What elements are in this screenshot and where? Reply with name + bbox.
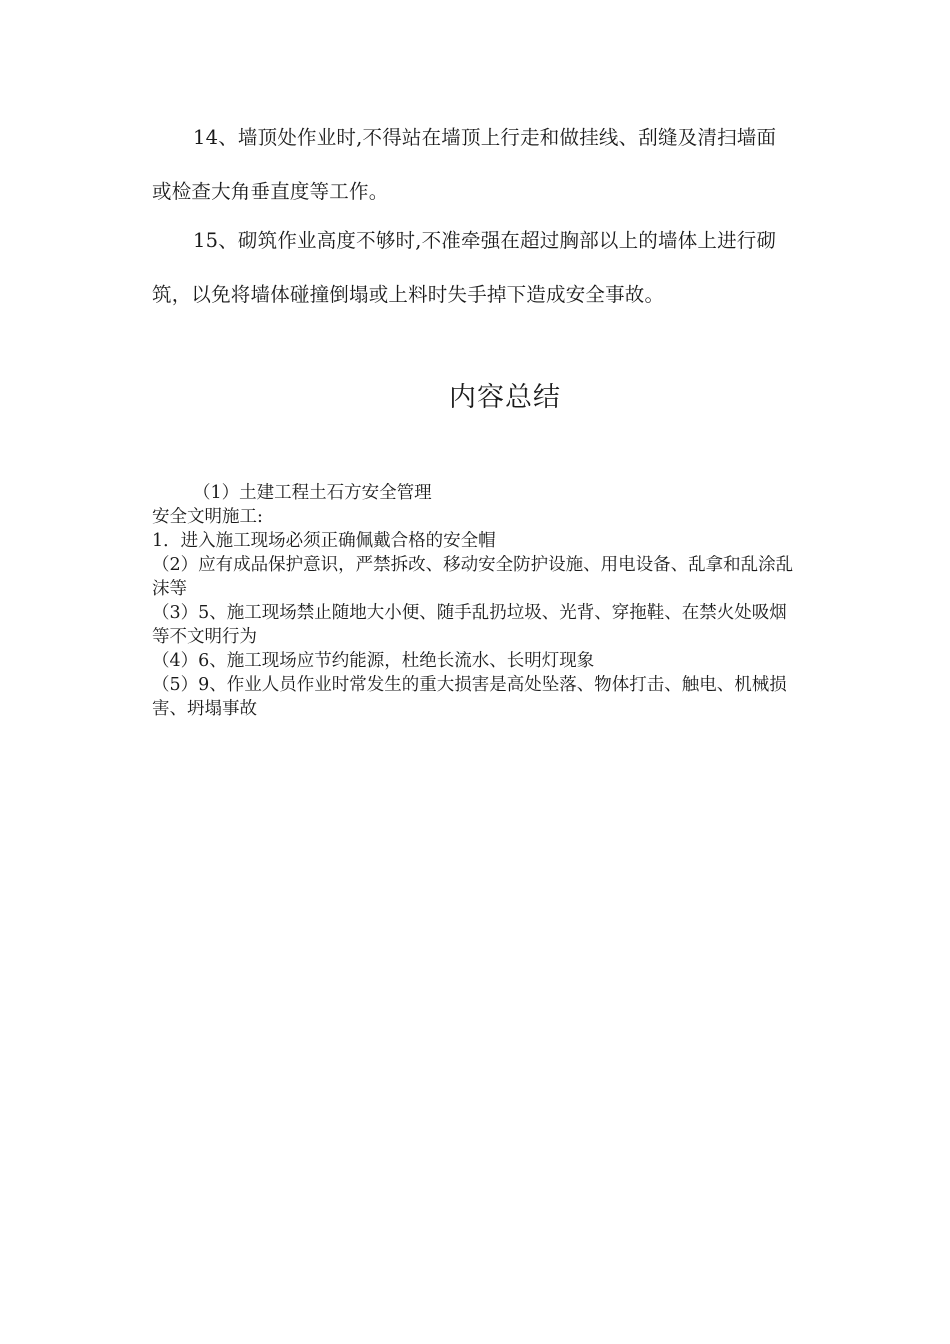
summary-content: [152, 481, 802, 721]
summary-line-5: （3）5、施工现场禁止随地大小便、随手乱扔垃圾、光背、穿拖鞋、在禁火处吸烟等不文明行为: [152, 603, 787, 647]
summary-line-3: 1．进入施工现场必须正确佩戴合格的安全帽: [152, 531, 496, 551]
paragraph-item-14: 14、墙顶处作业时,不得站在墙顶上行走和做挂线、刮缝及清扫墙面或检查大角垂直度等工作。: [152, 126, 777, 203]
paragraph-item-15: 15、砌筑作业高度不够时,不准牵强在超过胸部以上的墙体上进行砌筑，以免将墙体碰撞倒塌或上料时失手掉下造成安全事故。: [152, 229, 777, 306]
summary-line-4: （2）应有成品保护意识，严禁拆改、移动安全防护设施、用电设备、乱拿和乱涂乱沫等: [152, 555, 794, 599]
summary-line-1: （1）土建工程土石方安全管理: [193, 483, 432, 503]
summary-title: 内容总结: [449, 382, 561, 413]
summary-line-6: （4）6、施工现场应节约能源，杜绝长流水、长明灯现象: [152, 651, 595, 671]
summary-line-2: 安全文明施工:: [152, 507, 263, 527]
summary-line-7: （5）9、作业人员作业时常发生的重大损害是高处坠落、物体打击、触电、机械损害、坍塌事故: [152, 675, 787, 719]
